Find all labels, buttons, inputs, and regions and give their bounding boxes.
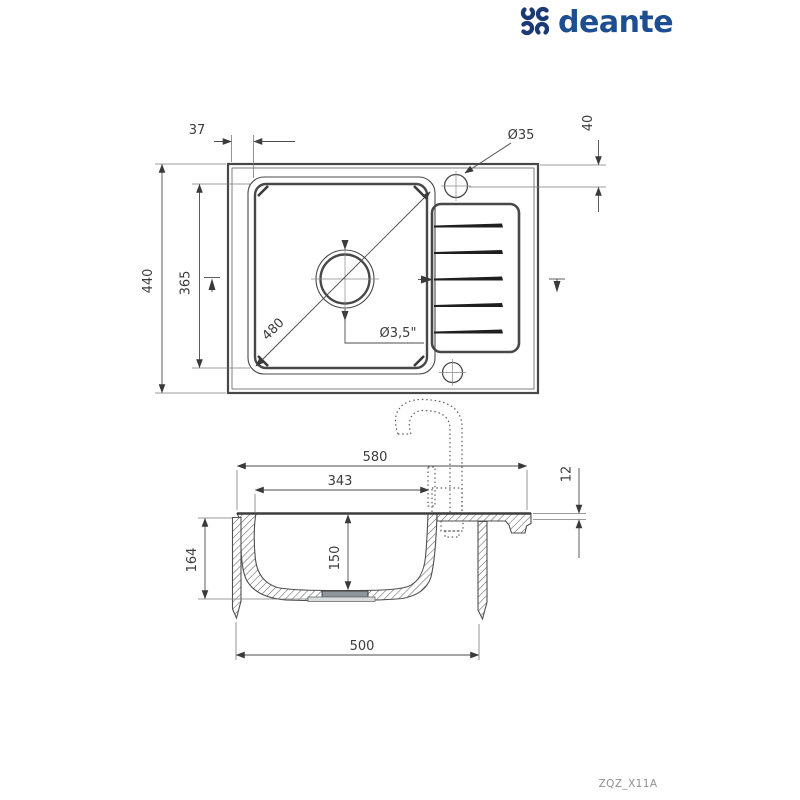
dim-bowl-inner-width xyxy=(255,474,429,512)
drainer-area xyxy=(418,204,519,352)
section-view xyxy=(185,400,586,661)
model-code: ZQZ_X11A xyxy=(598,778,658,790)
dim-bowl-depth xyxy=(328,515,348,590)
drainer-grooves xyxy=(434,224,503,334)
deante-pinwheel-icon xyxy=(520,6,550,36)
drain-hole xyxy=(311,240,379,321)
centerline-mark-left xyxy=(204,278,220,293)
dim-overall-depth-label: 440 xyxy=(141,268,156,294)
dim-bowl-depth-label: 150 xyxy=(328,545,343,571)
dim-tap-hole-diameter-label: Ø35 xyxy=(507,128,535,143)
dim-edge-offset-label: 37 xyxy=(188,123,206,138)
dim-bowl-length xyxy=(179,184,251,368)
dim-tap-hole-diameter xyxy=(465,128,534,173)
dim-bowl-length-label: 365 xyxy=(178,270,194,296)
dim-drain-diameter xyxy=(345,309,424,343)
dim-total-depth-label: 164 xyxy=(185,547,200,573)
tap-hole-top xyxy=(441,171,471,201)
brand-wordmark: deante xyxy=(558,5,674,40)
dim-overall-width-label: 580 xyxy=(362,450,388,465)
dim-cabinet-width-label: 500 xyxy=(349,639,375,654)
centerline-mark-right xyxy=(549,279,565,293)
dim-cabinet-width xyxy=(236,622,479,660)
dim-bowl-diagonal-label: 480 xyxy=(259,315,288,344)
cabinet-panel-left xyxy=(233,518,242,619)
dim-overall-width xyxy=(237,450,527,510)
cabinet-panel-right xyxy=(478,522,487,620)
top-view xyxy=(141,115,606,393)
deante-logo xyxy=(520,5,673,40)
tap-hole-bottom xyxy=(439,359,466,386)
dim-bowl-inner-width-label: 343 xyxy=(327,474,353,489)
dim-edge-offset xyxy=(189,123,295,178)
dim-rim-thickness xyxy=(533,466,586,558)
dim-rim-thickness-label: 12 xyxy=(559,465,575,483)
bowl-rim-outer xyxy=(248,177,435,374)
dim-drain-diameter-label: Ø3,5" xyxy=(379,326,417,341)
dim-tap-hole-offset-label: 40 xyxy=(581,114,596,132)
